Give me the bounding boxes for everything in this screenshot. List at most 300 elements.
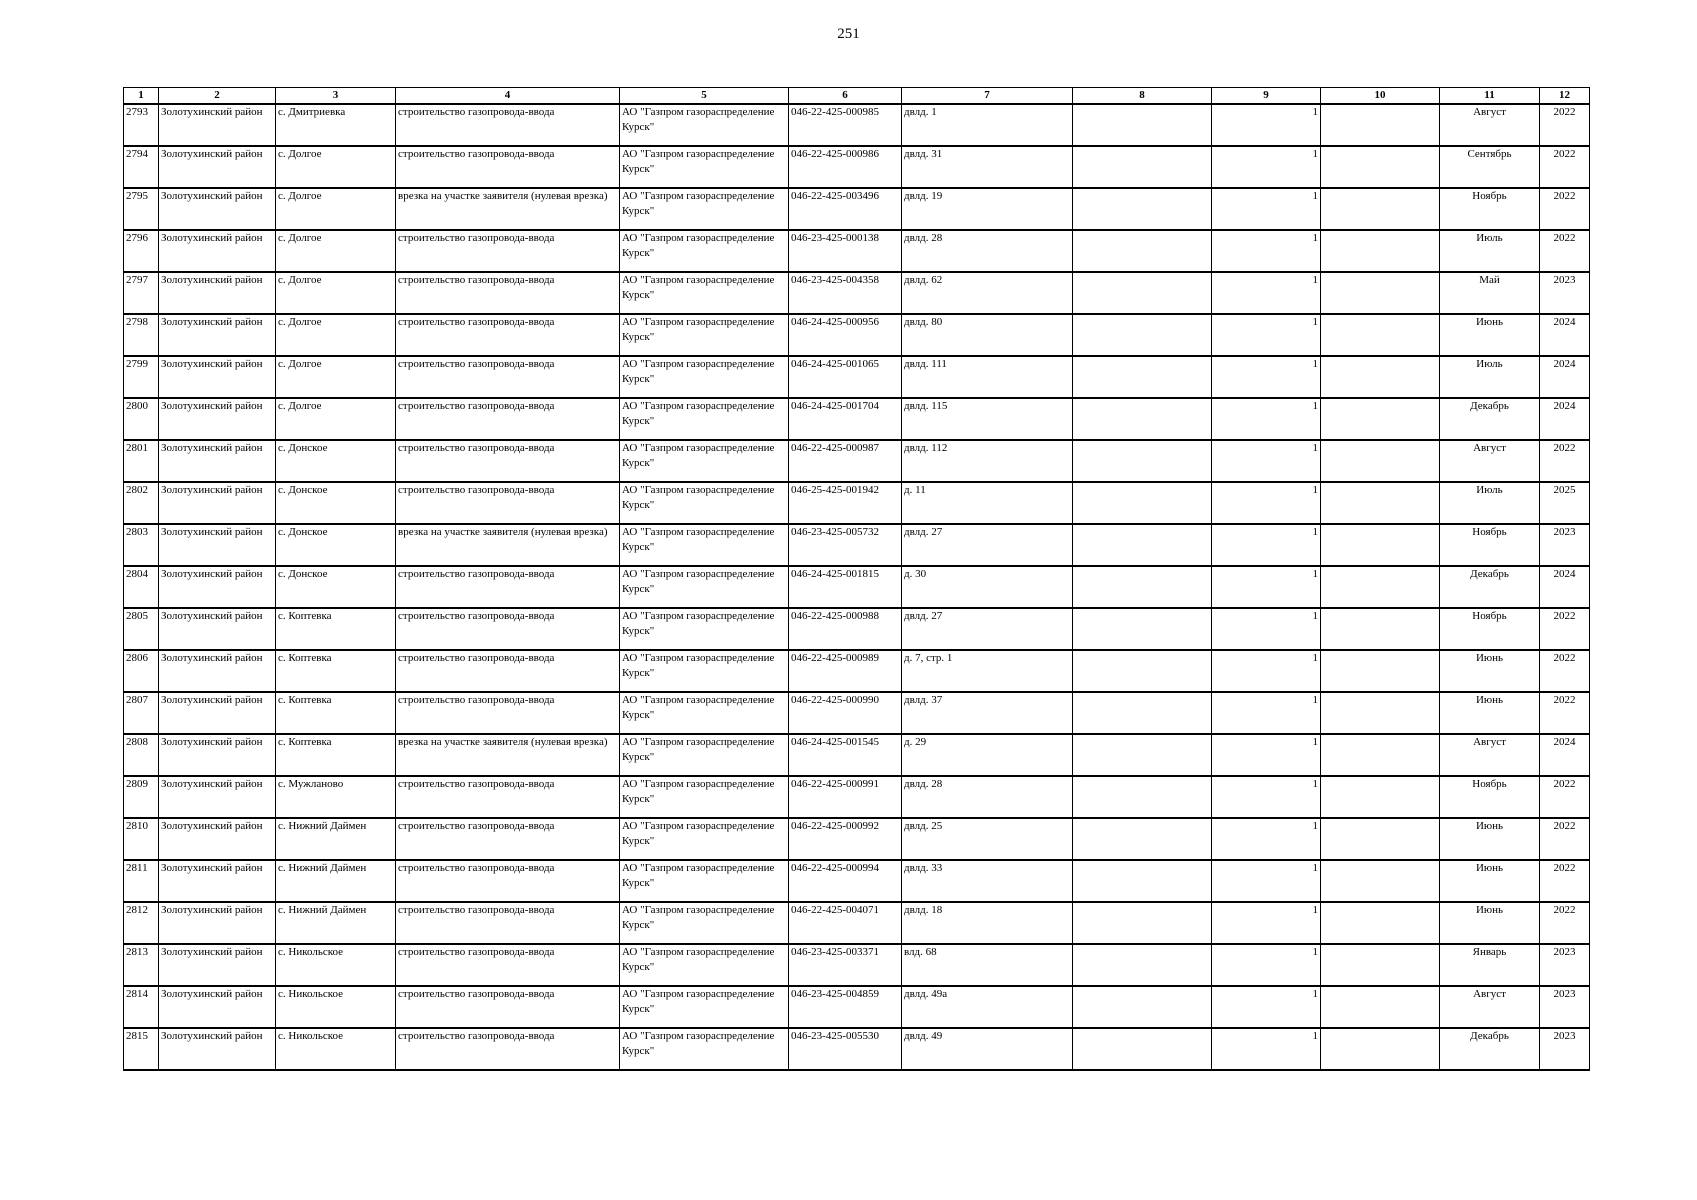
table-row <box>124 650 1590 692</box>
col8-cell <box>1073 230 1212 272</box>
code-cell: 046-22-425-000985 <box>789 104 902 146</box>
work-type-cell: врезка на участке заявителя (нулевая врезка) <box>396 524 620 566</box>
address-cell: двлд. 33 <box>902 860 1073 902</box>
address-cell: двлд. 18 <box>902 902 1073 944</box>
quantity-cell: 1 <box>1212 650 1321 692</box>
work-type-cell: врезка на участке заявителя (нулевая врезка) <box>396 188 620 230</box>
district-cell: Золотухинский район <box>159 398 276 440</box>
month-cell: Ноябрь <box>1440 608 1540 650</box>
row-number: 2799 <box>124 356 159 398</box>
column-header-6: 6 <box>789 88 902 105</box>
row-number: 2794 <box>124 146 159 188</box>
col8-cell <box>1073 818 1212 860</box>
year-cell: 2022 <box>1540 440 1590 482</box>
locality-cell: с. Никольское <box>276 1028 396 1070</box>
row-number: 2796 <box>124 230 159 272</box>
work-type-cell: строительство газопровода-ввода <box>396 566 620 608</box>
year-cell: 2022 <box>1540 860 1590 902</box>
month-cell: Сентябрь <box>1440 146 1540 188</box>
col10-cell <box>1321 356 1440 398</box>
work-type-cell: строительство газопровода-ввода <box>396 692 620 734</box>
work-type-cell: строительство газопровода-ввода <box>396 398 620 440</box>
address-cell: двлд. 28 <box>902 776 1073 818</box>
row-number: 2813 <box>124 944 159 986</box>
code-cell: 046-22-425-004071 <box>789 902 902 944</box>
address-cell: двлд. 37 <box>902 692 1073 734</box>
table-row <box>124 944 1590 986</box>
year-cell: 2024 <box>1540 566 1590 608</box>
row-number: 2812 <box>124 902 159 944</box>
district-cell: Золотухинский район <box>159 482 276 524</box>
col10-cell <box>1321 608 1440 650</box>
locality-cell: с. Долгое <box>276 230 396 272</box>
code-cell: 046-22-425-000991 <box>789 776 902 818</box>
address-cell: д. 11 <box>902 482 1073 524</box>
locality-cell: с. Долгое <box>276 356 396 398</box>
month-cell: Июнь <box>1440 818 1540 860</box>
district-cell: Золотухинский район <box>159 566 276 608</box>
quantity-cell: 1 <box>1212 860 1321 902</box>
col10-cell <box>1321 818 1440 860</box>
district-cell: Золотухинский район <box>159 692 276 734</box>
address-cell: двлд. 112 <box>902 440 1073 482</box>
year-cell: 2022 <box>1540 692 1590 734</box>
month-cell: Август <box>1440 986 1540 1028</box>
district-cell: Золотухинский район <box>159 230 276 272</box>
organization-cell: АО "Газпром газораспределение Курск" <box>620 104 789 146</box>
locality-cell: с. Донское <box>276 440 396 482</box>
year-cell: 2024 <box>1540 734 1590 776</box>
month-cell: Июль <box>1440 230 1540 272</box>
row-number: 2809 <box>124 776 159 818</box>
address-cell: двлд. 27 <box>902 608 1073 650</box>
code-cell: 046-23-425-004859 <box>789 986 902 1028</box>
quantity-cell: 1 <box>1212 818 1321 860</box>
table-row <box>124 1028 1590 1070</box>
quantity-cell: 1 <box>1212 440 1321 482</box>
row-number: 2811 <box>124 860 159 902</box>
code-cell: 046-22-425-003496 <box>789 188 902 230</box>
code-cell: 046-22-425-000986 <box>789 146 902 188</box>
col8-cell <box>1073 608 1212 650</box>
locality-cell: с. Долгое <box>276 146 396 188</box>
column-header-9: 9 <box>1212 88 1321 105</box>
locality-cell: с. Долгое <box>276 272 396 314</box>
table-row <box>124 398 1590 440</box>
table-row <box>124 188 1590 230</box>
month-cell: Ноябрь <box>1440 776 1540 818</box>
year-cell: 2024 <box>1540 356 1590 398</box>
locality-cell: с. Донское <box>276 482 396 524</box>
locality-cell: с. Долгое <box>276 398 396 440</box>
column-header-12: 12 <box>1540 88 1590 105</box>
district-cell: Золотухинский район <box>159 860 276 902</box>
organization-cell: АО "Газпром газораспределение Курск" <box>620 608 789 650</box>
work-type-cell: строительство газопровода-ввода <box>396 146 620 188</box>
col10-cell <box>1321 398 1440 440</box>
table-row <box>124 860 1590 902</box>
col10-cell <box>1321 944 1440 986</box>
table-row <box>124 230 1590 272</box>
col8-cell <box>1073 104 1212 146</box>
locality-cell: с. Коптевка <box>276 692 396 734</box>
col8-cell <box>1073 902 1212 944</box>
quantity-cell: 1 <box>1212 482 1321 524</box>
row-number: 2805 <box>124 608 159 650</box>
row-number: 2808 <box>124 734 159 776</box>
col8-cell <box>1073 986 1212 1028</box>
organization-cell: АО "Газпром газораспределение Курск" <box>620 776 789 818</box>
district-cell: Золотухинский район <box>159 272 276 314</box>
month-cell: Август <box>1440 440 1540 482</box>
table-body <box>124 104 1590 1070</box>
table-row <box>124 524 1590 566</box>
year-cell: 2024 <box>1540 314 1590 356</box>
quantity-cell: 1 <box>1212 272 1321 314</box>
work-type-cell: строительство газопровода-ввода <box>396 356 620 398</box>
column-header-11: 11 <box>1440 88 1540 105</box>
code-cell: 046-23-425-000138 <box>789 230 902 272</box>
quantity-cell: 1 <box>1212 902 1321 944</box>
column-header-10: 10 <box>1321 88 1440 105</box>
col10-cell <box>1321 734 1440 776</box>
work-type-cell: врезка на участке заявителя (нулевая врезка) <box>396 734 620 776</box>
code-cell: 046-25-425-001942 <box>789 482 902 524</box>
column-header-5: 5 <box>620 88 789 105</box>
col10-cell <box>1321 482 1440 524</box>
locality-cell: с. Никольское <box>276 944 396 986</box>
locality-cell: с. Долгое <box>276 314 396 356</box>
organization-cell: АО "Газпром газораспределение Курск" <box>620 314 789 356</box>
row-number: 2797 <box>124 272 159 314</box>
locality-cell: с. Мужланово <box>276 776 396 818</box>
address-cell: двлд. 115 <box>902 398 1073 440</box>
col10-cell <box>1321 650 1440 692</box>
organization-cell: АО "Газпром газораспределение Курск" <box>620 1028 789 1070</box>
district-cell: Золотухинский район <box>159 524 276 566</box>
address-cell: двлд. 80 <box>902 314 1073 356</box>
address-cell: двлд. 49а <box>902 986 1073 1028</box>
table-row <box>124 818 1590 860</box>
organization-cell: АО "Газпром газораспределение Курск" <box>620 482 789 524</box>
district-cell: Золотухинский район <box>159 986 276 1028</box>
district-cell: Золотухинский район <box>159 776 276 818</box>
code-cell: 046-22-425-000994 <box>789 860 902 902</box>
code-cell: 046-24-425-001545 <box>789 734 902 776</box>
row-number: 2798 <box>124 314 159 356</box>
month-cell: Июнь <box>1440 314 1540 356</box>
work-type-cell: строительство газопровода-ввода <box>396 314 620 356</box>
quantity-cell: 1 <box>1212 692 1321 734</box>
address-cell: двлд. 27 <box>902 524 1073 566</box>
year-cell: 2023 <box>1540 944 1590 986</box>
year-cell: 2023 <box>1540 1028 1590 1070</box>
quantity-cell: 1 <box>1212 734 1321 776</box>
col8-cell <box>1073 440 1212 482</box>
table-row <box>124 986 1590 1028</box>
row-number: 2806 <box>124 650 159 692</box>
locality-cell: с. Коптевка <box>276 650 396 692</box>
page-number: 251 <box>837 26 860 42</box>
table-row <box>124 356 1590 398</box>
quantity-cell: 1 <box>1212 104 1321 146</box>
code-cell: 046-23-425-005732 <box>789 524 902 566</box>
col8-cell <box>1073 146 1212 188</box>
organization-cell: АО "Газпром газораспределение Курск" <box>620 902 789 944</box>
code-cell: 046-23-425-003371 <box>789 944 902 986</box>
col10-cell <box>1321 1028 1440 1070</box>
code-cell: 046-22-425-000989 <box>789 650 902 692</box>
quantity-cell: 1 <box>1212 398 1321 440</box>
column-header-1: 1 <box>124 88 159 105</box>
district-cell: Золотухинский район <box>159 734 276 776</box>
address-cell: двлд. 19 <box>902 188 1073 230</box>
table-row <box>124 692 1590 734</box>
address-cell: влд. 68 <box>902 944 1073 986</box>
address-cell: двлд. 49 <box>902 1028 1073 1070</box>
table-row <box>124 482 1590 524</box>
district-cell: Золотухинский район <box>159 944 276 986</box>
address-cell: двлд. 62 <box>902 272 1073 314</box>
locality-cell: с. Нижний Даймен <box>276 860 396 902</box>
month-cell: Август <box>1440 734 1540 776</box>
locality-cell: с. Донское <box>276 524 396 566</box>
month-cell: Май <box>1440 272 1540 314</box>
month-cell: Декабрь <box>1440 566 1540 608</box>
col8-cell <box>1073 524 1212 566</box>
code-cell: 046-23-425-004358 <box>789 272 902 314</box>
table-row <box>124 902 1590 944</box>
year-cell: 2025 <box>1540 482 1590 524</box>
quantity-cell: 1 <box>1212 566 1321 608</box>
quantity-cell: 1 <box>1212 230 1321 272</box>
organization-cell: АО "Газпром газораспределение Курск" <box>620 734 789 776</box>
table-row <box>124 104 1590 146</box>
work-type-cell: строительство газопровода-ввода <box>396 440 620 482</box>
year-cell: 2022 <box>1540 818 1590 860</box>
data-table <box>123 87 1590 1071</box>
month-cell: Июль <box>1440 482 1540 524</box>
col10-cell <box>1321 314 1440 356</box>
quantity-cell: 1 <box>1212 356 1321 398</box>
code-cell: 046-24-425-001065 <box>789 356 902 398</box>
col10-cell <box>1321 566 1440 608</box>
month-cell: Август <box>1440 104 1540 146</box>
work-type-cell: строительство газопровода-ввода <box>396 104 620 146</box>
col8-cell <box>1073 272 1212 314</box>
work-type-cell: строительство газопровода-ввода <box>396 944 620 986</box>
locality-cell: с. Нижний Даймен <box>276 902 396 944</box>
column-header-2: 2 <box>159 88 276 105</box>
col10-cell <box>1321 902 1440 944</box>
locality-cell: с. Дмитриевка <box>276 104 396 146</box>
address-cell: двлд. 31 <box>902 146 1073 188</box>
organization-cell: АО "Газпром газораспределение Курск" <box>620 692 789 734</box>
code-cell: 046-23-425-005530 <box>789 1028 902 1070</box>
col10-cell <box>1321 230 1440 272</box>
year-cell: 2022 <box>1540 776 1590 818</box>
organization-cell: АО "Газпром газораспределение Курск" <box>620 524 789 566</box>
organization-cell: АО "Газпром газораспределение Курск" <box>620 566 789 608</box>
col10-cell <box>1321 524 1440 566</box>
month-cell: Июль <box>1440 356 1540 398</box>
address-cell: двлд. 28 <box>902 230 1073 272</box>
locality-cell: с. Донское <box>276 566 396 608</box>
col8-cell <box>1073 356 1212 398</box>
row-number: 2810 <box>124 818 159 860</box>
col8-cell <box>1073 482 1212 524</box>
district-cell: Золотухинский район <box>159 650 276 692</box>
col8-cell <box>1073 314 1212 356</box>
locality-cell: с. Коптевка <box>276 734 396 776</box>
quantity-cell: 1 <box>1212 146 1321 188</box>
district-cell: Золотухинский район <box>159 146 276 188</box>
year-cell: 2023 <box>1540 986 1590 1028</box>
work-type-cell: строительство газопровода-ввода <box>396 272 620 314</box>
quantity-cell: 1 <box>1212 608 1321 650</box>
col10-cell <box>1321 860 1440 902</box>
address-cell: двлд. 25 <box>902 818 1073 860</box>
organization-cell: АО "Газпром газораспределение Курск" <box>620 440 789 482</box>
work-type-cell: строительство газопровода-ввода <box>396 860 620 902</box>
work-type-cell: строительство газопровода-ввода <box>396 650 620 692</box>
quantity-cell: 1 <box>1212 944 1321 986</box>
row-number: 2795 <box>124 188 159 230</box>
address-cell: д. 7, стр. 1 <box>902 650 1073 692</box>
locality-cell: с. Долгое <box>276 188 396 230</box>
locality-cell: с. Никольское <box>276 986 396 1028</box>
month-cell: Ноябрь <box>1440 524 1540 566</box>
month-cell: Июнь <box>1440 860 1540 902</box>
col8-cell <box>1073 734 1212 776</box>
organization-cell: АО "Газпром газораспределение Курск" <box>620 818 789 860</box>
address-cell: двлд. 111 <box>902 356 1073 398</box>
col10-cell <box>1321 146 1440 188</box>
work-type-cell: строительство газопровода-ввода <box>396 776 620 818</box>
work-type-cell: строительство газопровода-ввода <box>396 902 620 944</box>
table-row <box>124 146 1590 188</box>
code-cell: 046-24-425-001704 <box>789 398 902 440</box>
col8-cell <box>1073 650 1212 692</box>
year-cell: 2022 <box>1540 650 1590 692</box>
year-cell: 2022 <box>1540 902 1590 944</box>
quantity-cell: 1 <box>1212 776 1321 818</box>
district-cell: Золотухинский район <box>159 608 276 650</box>
code-cell: 046-24-425-001815 <box>789 566 902 608</box>
row-number: 2800 <box>124 398 159 440</box>
organization-cell: АО "Газпром газораспределение Курск" <box>620 986 789 1028</box>
year-cell: 2022 <box>1540 146 1590 188</box>
col8-cell <box>1073 188 1212 230</box>
organization-cell: АО "Газпром газораспределение Курск" <box>620 398 789 440</box>
district-cell: Золотухинский район <box>159 356 276 398</box>
row-number: 2803 <box>124 524 159 566</box>
organization-cell: АО "Газпром газораспределение Курск" <box>620 356 789 398</box>
column-header-7: 7 <box>902 88 1073 105</box>
month-cell: Декабрь <box>1440 398 1540 440</box>
district-cell: Золотухинский район <box>159 104 276 146</box>
year-cell: 2023 <box>1540 524 1590 566</box>
year-cell: 2022 <box>1540 188 1590 230</box>
code-cell: 046-22-425-000987 <box>789 440 902 482</box>
row-number: 2804 <box>124 566 159 608</box>
year-cell: 2022 <box>1540 104 1590 146</box>
month-cell: Декабрь <box>1440 1028 1540 1070</box>
year-cell: 2023 <box>1540 272 1590 314</box>
col10-cell <box>1321 692 1440 734</box>
address-cell: д. 29 <box>902 734 1073 776</box>
quantity-cell: 1 <box>1212 1028 1321 1070</box>
locality-cell: с. Нижний Даймен <box>276 818 396 860</box>
address-cell: двлд. 1 <box>902 104 1073 146</box>
row-number: 2801 <box>124 440 159 482</box>
district-cell: Золотухинский район <box>159 1028 276 1070</box>
col10-cell <box>1321 104 1440 146</box>
work-type-cell: строительство газопровода-ввода <box>396 986 620 1028</box>
quantity-cell: 1 <box>1212 188 1321 230</box>
code-cell: 046-22-425-000990 <box>789 692 902 734</box>
row-number: 2807 <box>124 692 159 734</box>
quantity-cell: 1 <box>1212 524 1321 566</box>
code-cell: 046-22-425-000988 <box>789 608 902 650</box>
column-header-8: 8 <box>1073 88 1212 105</box>
work-type-cell: строительство газопровода-ввода <box>396 608 620 650</box>
table-row <box>124 776 1590 818</box>
organization-cell: АО "Газпром газораспределение Курск" <box>620 650 789 692</box>
year-cell: 2022 <box>1540 230 1590 272</box>
quantity-cell: 1 <box>1212 314 1321 356</box>
col8-cell <box>1073 776 1212 818</box>
col8-cell <box>1073 860 1212 902</box>
year-cell: 2022 <box>1540 608 1590 650</box>
work-type-cell: строительство газопровода-ввода <box>396 482 620 524</box>
row-number: 2793 <box>124 104 159 146</box>
district-cell: Золотухинский район <box>159 818 276 860</box>
col8-cell <box>1073 566 1212 608</box>
organization-cell: АО "Газпром газораспределение Курск" <box>620 230 789 272</box>
row-number: 2815 <box>124 1028 159 1070</box>
table-row <box>124 566 1590 608</box>
col8-cell <box>1073 1028 1212 1070</box>
work-type-cell: строительство газопровода-ввода <box>396 818 620 860</box>
column-header-3: 3 <box>276 88 396 105</box>
col10-cell <box>1321 986 1440 1028</box>
address-cell: д. 30 <box>902 566 1073 608</box>
col8-cell <box>1073 692 1212 734</box>
month-cell: Июнь <box>1440 902 1540 944</box>
organization-cell: АО "Газпром газораспределение Курск" <box>620 944 789 986</box>
organization-cell: АО "Газпром газораспределение Курск" <box>620 146 789 188</box>
district-cell: Золотухинский район <box>159 188 276 230</box>
organization-cell: АО "Газпром газораспределение Курск" <box>620 272 789 314</box>
work-type-cell: строительство газопровода-ввода <box>396 1028 620 1070</box>
work-type-cell: строительство газопровода-ввода <box>396 230 620 272</box>
month-cell: Июнь <box>1440 692 1540 734</box>
table-row <box>124 440 1590 482</box>
code-cell: 046-24-425-000956 <box>789 314 902 356</box>
month-cell: Июнь <box>1440 650 1540 692</box>
col8-cell <box>1073 944 1212 986</box>
locality-cell: с. Коптевка <box>276 608 396 650</box>
organization-cell: АО "Газпром газораспределение Курск" <box>620 860 789 902</box>
organization-cell: АО "Газпром газораспределение Курск" <box>620 188 789 230</box>
year-cell: 2024 <box>1540 398 1590 440</box>
month-cell: Январь <box>1440 944 1540 986</box>
row-number: 2802 <box>124 482 159 524</box>
table-row <box>124 608 1590 650</box>
col10-cell <box>1321 776 1440 818</box>
quantity-cell: 1 <box>1212 986 1321 1028</box>
